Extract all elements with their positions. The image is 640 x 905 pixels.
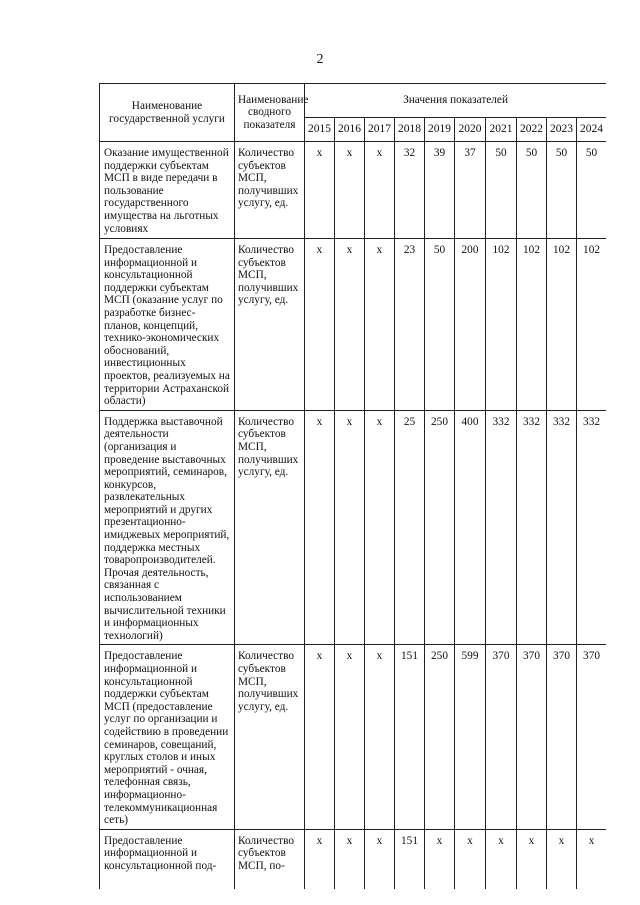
page-number: 2 <box>316 52 324 67</box>
value-cell: 50 <box>547 142 577 239</box>
service-name: Поддержка выставочной деятельности (организация и проведение выставочных мероприятий, семинаров, конкурсов, развлекательных мероприятий и других презентационно-имиджевых мероприятий, поддержка местных товаропроизводителей. Прочая деятельность, связанная с использованием вычислительной техники и информационных технологий) <box>100 410 235 645</box>
table-row <box>100 142 607 239</box>
value-cell: 151 <box>395 829 425 889</box>
year-header: 2024 <box>577 118 607 142</box>
value-cell: х <box>455 829 486 889</box>
value-cell: 151 <box>395 645 425 829</box>
value-cell: 250 <box>425 645 455 829</box>
indicators-table <box>99 83 606 889</box>
value-cell: х <box>365 239 395 411</box>
value-cell: х <box>365 829 395 889</box>
indicator-name: Количество субъектов МСП, по- <box>235 829 305 889</box>
indicators-table-container <box>99 83 606 905</box>
value-cell: х <box>547 829 577 889</box>
value-cell: 102 <box>517 239 547 411</box>
value-cell: 370 <box>517 645 547 829</box>
value-cell: 32 <box>395 142 425 239</box>
value-cell: х <box>335 142 365 239</box>
value-cell: 50 <box>577 142 607 239</box>
indicator-name: Количество субъектов МСП, получивших услугу, ед. <box>235 410 305 645</box>
value-cell: 200 <box>455 239 486 411</box>
year-header: 2021 <box>486 118 517 142</box>
value-cell: х <box>335 410 365 645</box>
value-cell: х <box>305 829 335 889</box>
value-cell: 50 <box>425 239 455 411</box>
value-cell: х <box>517 829 547 889</box>
value-cell: 370 <box>577 645 607 829</box>
value-cell: х <box>425 829 455 889</box>
year-header: 2019 <box>425 118 455 142</box>
value-cell: 400 <box>455 410 486 645</box>
value-cell: х <box>486 829 517 889</box>
header-indicator: Наименование сводного показателя <box>235 84 305 142</box>
table-row <box>100 645 607 829</box>
year-header: 2023 <box>547 118 577 142</box>
value-cell: х <box>577 829 607 889</box>
value-cell: 332 <box>517 410 547 645</box>
value-cell: х <box>365 142 395 239</box>
value-cell: х <box>335 829 365 889</box>
indicator-name: Количество субъектов МСП, получивших услугу, ед. <box>235 239 305 411</box>
value-cell: 50 <box>486 142 517 239</box>
service-name: Оказание имущественной поддержки субъектам МСП в виде передачи в пользование государственного имущества на льготных условиях <box>100 142 235 239</box>
value-cell: 37 <box>455 142 486 239</box>
value-cell: 332 <box>486 410 517 645</box>
service-name: Предоставление информационной и консультационной поддержки субъектам МСП (оказание услуг по разработке бизнес-планов, концепций, технико-экономических обоснований, инвестиционных проектов, реализуемых на территории Астраханской области) <box>100 239 235 411</box>
year-header: 2017 <box>365 118 395 142</box>
value-cell: 370 <box>486 645 517 829</box>
year-header: 2022 <box>517 118 547 142</box>
value-cell: 102 <box>547 239 577 411</box>
header-row <box>100 84 607 118</box>
table-row <box>100 829 607 889</box>
year-header: 2015 <box>305 118 335 142</box>
value-cell: 332 <box>547 410 577 645</box>
year-header: 2016 <box>335 118 365 142</box>
value-cell: 102 <box>486 239 517 411</box>
value-cell: х <box>305 142 335 239</box>
value-cell: 599 <box>455 645 486 829</box>
indicator-name: Количество субъектов МСП, получивших услугу, ед. <box>235 142 305 239</box>
year-header: 2018 <box>395 118 425 142</box>
value-cell: х <box>365 645 395 829</box>
value-cell: 39 <box>425 142 455 239</box>
value-cell: 23 <box>395 239 425 411</box>
value-cell: х <box>365 410 395 645</box>
value-cell: х <box>335 239 365 411</box>
indicator-name: Количество субъектов МСП, получивших услугу, ед. <box>235 645 305 829</box>
year-header: 2020 <box>455 118 486 142</box>
value-cell: 50 <box>517 142 547 239</box>
value-cell: 102 <box>577 239 607 411</box>
service-name: Предоставление информационной и консультационной поддержки субъектам МСП (предоставление услуг по организации и содействию в проведении семинаров, совещаний, круглых столов и иных мероприятий - очная, телефонная связь, информационно-телекоммуникационная сеть) <box>100 645 235 829</box>
table-row <box>100 410 607 645</box>
service-name: Предоставление информационной и консультационной под- <box>100 829 235 889</box>
value-cell: 332 <box>577 410 607 645</box>
value-cell: х <box>305 410 335 645</box>
header-values: Значения показателей <box>305 84 607 118</box>
value-cell: х <box>335 645 365 829</box>
value-cell: 250 <box>425 410 455 645</box>
value-cell: 25 <box>395 410 425 645</box>
value-cell: х <box>305 645 335 829</box>
value-cell: 370 <box>547 645 577 829</box>
value-cell: х <box>305 239 335 411</box>
header-service: Наименование государственной услуги <box>100 84 235 142</box>
table-row <box>100 239 607 411</box>
